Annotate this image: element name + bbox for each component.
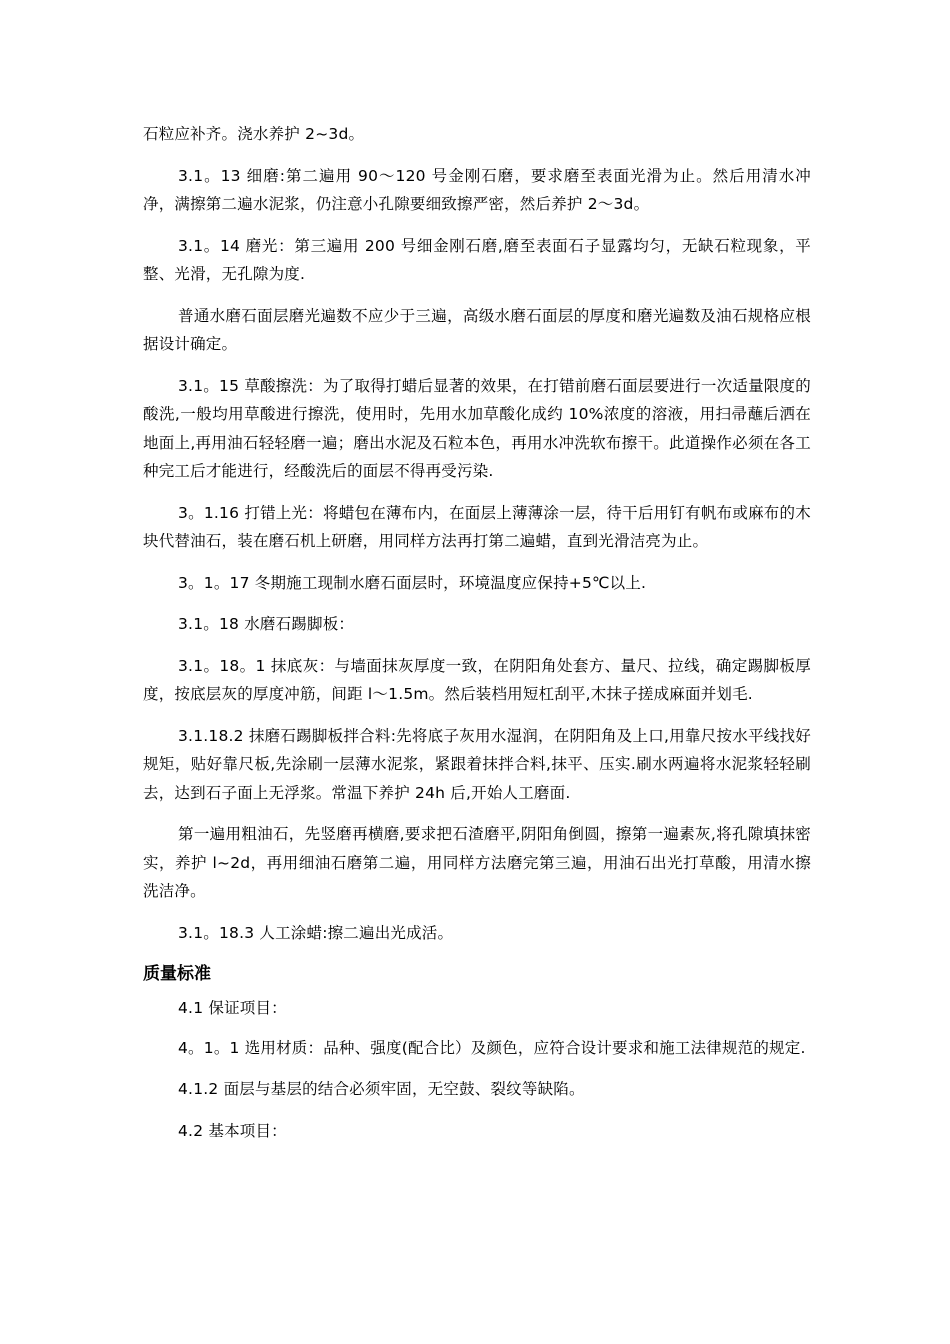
paragraph-polishing: 3.1。14 磨光：第三遍用 200 号细金刚石磨,磨至表面石子显露均匀，无缺石粒现象，平整、光滑，无孔隙为度.: [143, 236, 811, 283]
section-heading-quality: 质量标准: [143, 964, 211, 984]
paragraph-polish-passes: 普通水磨石面层磨光遍数不应少于三遍，高级水磨石面层的厚度和磨光遍数及油石规格应根据设计确定。: [143, 306, 811, 353]
paragraph-waxing: 3。1.16 打错上光：将蜡包在薄布内，在面层上薄薄涂一层，待干后用钉有帆布或麻布的木块代替油石，装在磨石机上研磨，用同样方法再打第二遍蜡，直到光滑洁亮为止。: [143, 503, 811, 550]
paragraph-winter-construction: 3。1。17 冬期施工现制水磨石面层时，环境温度应保持+5℃以上.: [178, 573, 647, 592]
paragraph-fine-grinding: 3.1。13 细磨:第二遍用 90～120 号金刚石磨，要求磨至表面光滑为止。然后用清水冲净，满擦第二遍水泥浆，仍注意小孔隙要细致擦严密，然后养护 2～3d。: [143, 166, 811, 213]
paragraph-guarantee-items: 4.1 保证项目：: [178, 999, 287, 1017]
document-page: [143, 120, 811, 1158]
paragraph-material-selection: 4。1。1 选用材质：品种、强度(配合比）及颜色，应符合设计要求和施工法律规范的规定.: [178, 1038, 806, 1057]
paragraph-first-grinding: 第一遍用粗油石，先竖磨再横磨,要求把石渣磨平,阴阳角倒圆，擦第一遍素灰,将孔隙填抹密实，养护 l~2d，再用细油石磨第二遍，用同样方法磨完第三遍，用油石出光打草酸，用清水擦洗洁净。: [143, 825, 811, 900]
paragraph-base-plaster: 3.1。18。1 抹底灰：与墙面抹灰厚度一致，在阴阳角处套方、量尺、拉线，确定踢脚板厚度，按底层灰的厚度冲筋，间距 l～1.5m。然后装档用短杠刮平,木抹子搓成麻面并划毛.: [143, 656, 811, 703]
paragraph-oxalic-wash: 3.1。15 草酸擦洗：为了取得打蜡后显著的效果，在打错前磨石面层要进行一次适量限度的酸洗,一般均用草酸进行擦洗，使用时，先用水加草酸化成约 10%浓度的溶液，用扫帚蘸后洒在地面上,再用油石轻轻磨一遍；磨出水泥及石粒本色，再用水冲洗软布擦干。此道操作必须在各工种完工后才能进行，经酸洗后的面层不得再受污染.: [143, 376, 811, 480]
paragraph-manual-wax: 3.1。18.3 人工涂蜡:擦二遍出光成活。: [178, 923, 454, 942]
paragraph-skirting-mix: 3.1.18.2 抹磨石踢脚板拌合料:先将底子灰用水湿润，在阴阳角及上口,用靠尺按水平线找好规矩，贴好靠尺板,先涂刷一层薄水泥浆，紧跟着抹拌合料,抹平、压实.刷水两遍将水泥浆轻轻刷去，达到石子面上无浮浆。常温下养护 24h 后,开始人工磨面.: [143, 726, 811, 802]
paragraph-bonding: 4.1.2 面层与基层的结合必须牢固，无空鼓、裂纹等缺陷。: [178, 1080, 585, 1098]
paragraph-skirting-title: 3.1。18 水磨石踢脚板：: [178, 615, 355, 633]
paragraph-basic-items: 4.2 基本项目：: [178, 1121, 287, 1140]
paragraph-curing-continued: 石粒应补齐。浇水养护 2~3d。: [143, 125, 365, 143]
